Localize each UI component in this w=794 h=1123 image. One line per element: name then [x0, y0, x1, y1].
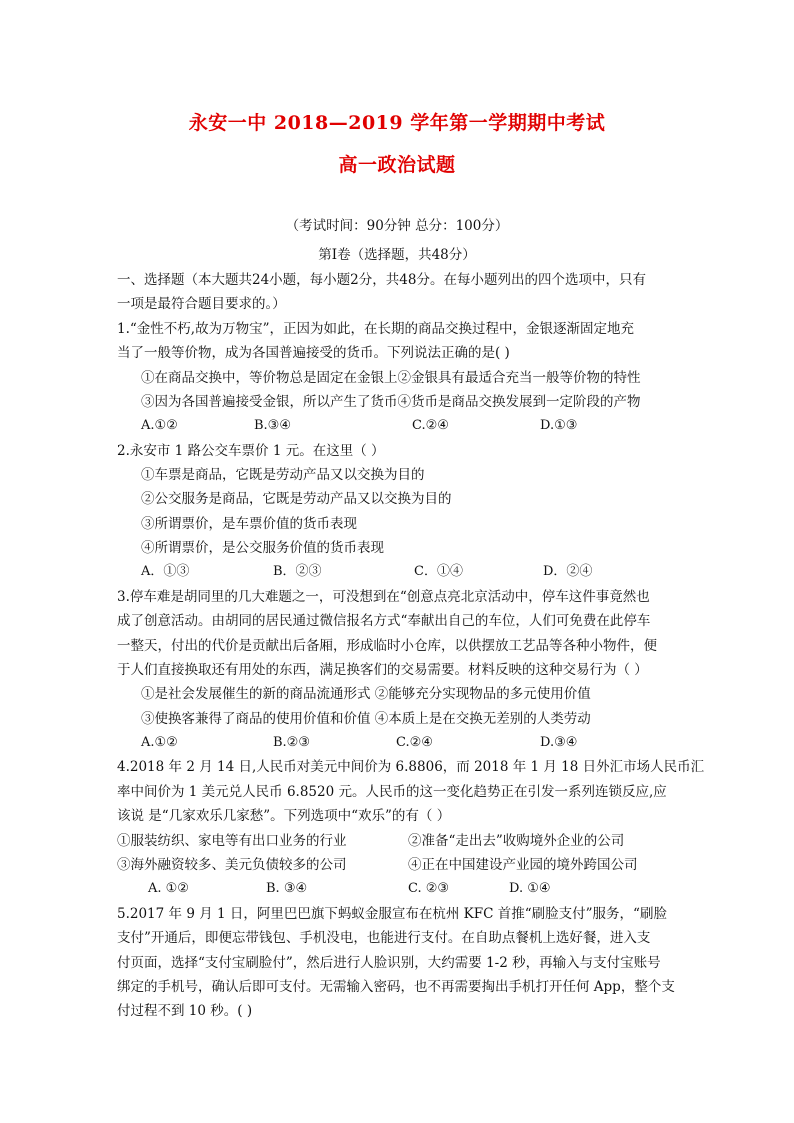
q4-option-c: C. ②③: [408, 881, 450, 896]
exam-info: （考试时间：90分钟 总分：100分）: [285, 218, 509, 234]
q2-stem-line1: 2.永安市 1 路公交车票价 1 元。在这里（ ）: [117, 443, 385, 459]
q3-stem-line4: 于人们直接换取还有用处的东西，满足换客们的交易需要。材料反映的这种交易行为（ ）: [117, 662, 648, 678]
q1-option-b: B.③④: [254, 418, 291, 433]
q1-statement-1: ①在商品交换中，等价物总是固定在金银上②金银具有最适合充当一般等价物的特性: [141, 370, 641, 386]
q3-statement-1: ①是社会发展催生的新的商品流通形式 ②能够充分实现物品的多元使用价值: [141, 686, 591, 702]
q4-option-a: A. ①②: [148, 881, 189, 896]
q2-statement-2: ②公交服务是商品，它既是劳动产品又以交换为目的: [141, 491, 452, 507]
q4-option-b: B. ③④: [266, 881, 308, 896]
q1-stem-line2: 当了一般等价物，成为各国普遍接受的货币。下列说法正确的是( ): [117, 345, 510, 361]
q1-stem-line1: 1.“金性不朽,故为万物宝”，正因为如此，在长期的商品交换过程中，金银逐渐固定地充: [117, 321, 634, 337]
q4-options: [0, 881, 794, 897]
q5-stem-line2: 支付”开通后，即便忘带钱包、手机没电，也能进行支付。在自助点餐机上选好餐，进入支: [117, 930, 651, 946]
q4-statement-2: ②准备“走出去”收购境外企业的公司: [408, 833, 625, 849]
q2-statement-1: ①车票是商品，它既是劳动产品又以交换为目的: [141, 467, 425, 483]
q3-option-b: B.②③: [273, 735, 310, 750]
q3-option-c: C.②④: [396, 735, 433, 750]
q1-option-c: C.②④: [412, 418, 449, 433]
q4-statement-4: ④正在中国建设产业园的境外跨国公司: [408, 857, 638, 873]
q3-statement-2: ③使换客兼得了商品的使用价值和价值 ④本质上是在交换无差别的人类劳动: [141, 711, 591, 727]
q1-option-d: D.①③: [540, 418, 578, 433]
q3-stem-line2: 成了创意活动。由胡同的居民通过微信报名方式“奉献出自己的车位，人们可免费在此停车: [117, 613, 651, 629]
q4-statements-row1: [0, 833, 794, 849]
q4-stem-line2: 率中间价为 1 美元兑人民币 6.8520 元。人民币的这一变化趋势正在引发一系列连锁反应,应: [117, 784, 667, 800]
q2-statement-3: ③所谓票价，是车票价值的货币表现: [141, 516, 357, 532]
part-one-heading: 第Ⅰ卷（选择题，共48分）: [318, 247, 476, 263]
q5-stem-line3: 付页面，选择“支付宝刷脸付”，然后进行人脸识别，大约需要 1-2 秒，再输入与支付宝账号: [117, 955, 661, 971]
q2-option-b: B．②③: [273, 564, 322, 579]
q4-statement-3: ③海外融资较多、美元负债较多的公司: [117, 857, 347, 873]
q4-option-d: D. ①④: [509, 881, 551, 896]
exam-title: 永安一中 2018—2019 学年第一学期期中考试: [188, 112, 606, 134]
q1-statement-2: ③因为各国普遍接受金银，所以产生了货币④货币是商品交换发展到一定阶段的产物: [141, 394, 641, 410]
q3-option-a: A.①②: [141, 735, 178, 750]
q1-options: [0, 418, 794, 434]
q2-statement-4: ④所谓票价，是公交服务价值的货币表现: [141, 540, 384, 556]
q2-option-a: A．①③: [141, 564, 190, 579]
q5-stem-line1: 5.2017 年 9 月 1 日，阿里巴巴旗下蚂蚁金服宣布在杭州 KFC 首推“刷脸支付”服务，“刷脸: [117, 906, 667, 922]
q4-stem-line3: 该说 是“几家欢乐几家愁”。下列选项中“欢乐”的有（ ）: [117, 808, 451, 824]
q4-stem-line1: 4.2018 年 2 月 14 日,人民币对美元中间价为 6.8806，而 2018 年 1 月 18 日外汇市场人民币汇: [117, 759, 705, 775]
q5-stem-line4: 绑定的手机号，确认后即可支付。无需输入密码，也不再需要掏出手机打开任何 App，整个支: [117, 979, 675, 995]
q4-statement-1: ①服装纺织、家电等有出口业务的行业: [117, 833, 347, 849]
q3-options: [0, 735, 794, 751]
q3-option-d: D.③④: [540, 735, 578, 750]
exam-subtitle: 高一政治试题: [338, 154, 456, 176]
q2-options: [0, 564, 794, 580]
q4-statements-row2: [0, 857, 794, 873]
q3-stem-line3: 一整天，付出的代价是贡献出后备厢，形成临时小仓库，以供摆放工艺品等各种小物件，便: [117, 638, 657, 654]
q2-option-d: D．②④: [543, 564, 593, 579]
section-instructions-line2: 一项是最符合题目要求的。）: [117, 296, 286, 312]
q2-option-c: C．①④: [414, 564, 463, 579]
q1-option-a: A.①②: [141, 418, 178, 433]
section-instructions-line1: 一、选择题（本大题共24小题，每小题2分，共48分。在每小题列出的四个选项中，只有: [117, 272, 646, 288]
q5-stem-line5: 付过程不到 10 秒。( ): [117, 1003, 253, 1019]
q3-stem-line1: 3.停车难是胡同里的几大难题之一，可没想到在“创意点亮北京活动中，停车这件事竟然也: [117, 589, 650, 605]
